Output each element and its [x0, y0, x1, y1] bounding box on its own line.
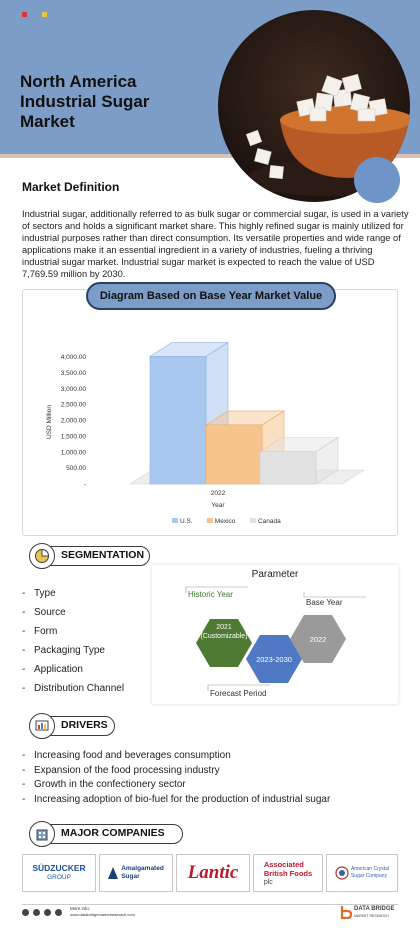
acs-name-1: American Crystal — [350, 866, 390, 872]
list-item: - Type — [22, 584, 152, 603]
legend-swatch — [250, 518, 256, 523]
list-item: - Increasing food and beverages consumption — [22, 749, 402, 764]
list-item: - Application — [22, 660, 152, 679]
historic-year-value-1: 2021 — [216, 624, 232, 631]
more-info-label: More info: — [70, 906, 91, 911]
list-item: - Form — [22, 622, 152, 641]
forecast-value: 2023-2030 — [256, 655, 292, 664]
drivers-title: DRIVERS — [61, 719, 108, 731]
legend-swatch — [207, 518, 213, 523]
chart-x-tick-label: 2022 — [210, 490, 226, 497]
base-year-value: 2022 — [309, 635, 327, 644]
chart-y-tick-label: 3,000.00 — [60, 385, 86, 393]
amalgamated-sugar-logo — [99, 854, 173, 892]
chart-y-tick-label: 2,000.00 — [60, 417, 86, 425]
sudzucker-group: GROUP — [47, 874, 71, 881]
legend-label: Canada — [258, 518, 281, 525]
title-line-3: Market — [20, 112, 75, 131]
footer-more-info — [70, 906, 135, 918]
segmentation-list — [22, 584, 152, 698]
facebook-icon[interactable] — [33, 909, 40, 916]
list-item: - Packaging Type — [22, 641, 152, 660]
legend-swatch — [172, 518, 178, 523]
chart-y-tick-label: - — [83, 481, 86, 488]
american-crystal-sugar-logo — [326, 854, 398, 892]
amalgamated-mark-icon — [108, 867, 118, 879]
chart-y-tick-label: 3,500.00 — [60, 369, 86, 377]
data-bridge-logo-icon — [340, 905, 352, 919]
sudzucker-logo — [22, 854, 96, 892]
abf-name-3: plc — [263, 878, 273, 886]
title-line-2: Industrial Sugar — [20, 92, 150, 111]
parameter-hexagons — [152, 565, 398, 704]
market-definition-text: Industrial sugar, additionally referred to as bulk sugar or commercial sugar, is used in a variety of sectors and holds a significant market share. This highly refined sugar is mainly utilized for industrial purposes rather than direct consumption. Its versatile properties and wide range of applications make it an essential ingredient in a variety of industries, fueling a thriving industrial sugar market. Industrial sugar market is expected to reach the value of USD 7,769.59 million by 2030. — [22, 209, 409, 279]
chart-y-tick-label: 500.00 — [66, 465, 86, 473]
amalgamated-name-2: Sugar — [121, 873, 140, 880]
parameter-diagram — [152, 565, 398, 704]
chart-y-ticks — [61, 354, 87, 488]
list-item: - Expansion of the food processing industry — [22, 764, 402, 779]
brand-tagline: MARKET RESEARCH — [354, 914, 389, 918]
title-line-1: North America — [20, 72, 137, 91]
market-value-chart — [22, 310, 398, 532]
drivers-list — [22, 749, 402, 807]
drivers-heading — [30, 716, 115, 736]
historic-year-value-2: (Customizable) — [200, 633, 248, 640]
youtube-icon[interactable] — [55, 909, 62, 916]
chart-title: Diagram Based on Base Year Market Value — [86, 282, 336, 310]
list-item: - Growth in the confectionery sector — [22, 778, 402, 793]
companies-title: MAJOR COMPANIES — [61, 827, 165, 839]
segmentation-title: SEGMENTATION — [61, 549, 145, 561]
legend-label: U.S. — [180, 518, 193, 525]
list-item: - Increasing adoption of bio-fuel for the production of industrial sugar — [22, 793, 402, 808]
acs-name-2: Sugar Company — [350, 873, 388, 879]
parameter-title: Parameter — [251, 569, 299, 580]
abf-name-1: Associated — [263, 859, 304, 869]
lantic-logo — [176, 854, 250, 892]
decorative-blue-circle — [354, 157, 400, 203]
companies-icon — [29, 821, 55, 847]
sudzucker-name: SÜDZUCKER — [32, 863, 86, 873]
associated-british-foods-logo — [253, 854, 323, 892]
chart-bar-front — [150, 356, 206, 484]
segmentation-heading — [30, 546, 150, 566]
brand-name: DATA BRIDGE — [354, 906, 395, 912]
chart-bar — [260, 438, 338, 484]
chart-y-tick-label: 1,500.00 — [60, 433, 86, 441]
base-year-label: Base Year — [306, 598, 343, 607]
chart-y-tick-label: 1,000.00 — [60, 449, 86, 457]
lantic-name: Lantic — [187, 862, 239, 883]
chart-y-tick-label: 4,000.00 — [60, 354, 86, 361]
chart-bars — [150, 342, 338, 484]
segmentation-icon — [29, 543, 55, 569]
market-definition-title: Market Definition — [22, 180, 120, 194]
page-title — [20, 72, 210, 132]
amalgamated-name-1: Amalgamated — [121, 865, 164, 872]
instagram-icon[interactable] — [22, 909, 29, 916]
chart-y-tick-label: 2,500.00 — [60, 401, 86, 409]
chart-bar-front — [206, 425, 262, 484]
list-item: - Distribution Channel — [22, 679, 152, 698]
historic-year-label: Historic Year — [188, 590, 233, 599]
forecast-period-label: Forecast Period — [210, 689, 267, 698]
abf-name-2: British Foods — [263, 868, 313, 878]
chart-x-axis-label: Year — [211, 502, 225, 509]
legend-label: Mexico — [214, 518, 236, 525]
drivers-icon — [29, 713, 55, 739]
twitter-icon[interactable] — [44, 909, 51, 916]
historic-year-value — [196, 623, 252, 641]
yellow-dot-icon — [42, 12, 47, 17]
data-bridge-brand — [354, 906, 395, 920]
chart-bar-front — [260, 452, 316, 484]
list-item: - Source — [22, 603, 152, 622]
red-dot-icon — [22, 12, 27, 17]
american-crystal-emblem-icon — [335, 866, 349, 880]
website-link[interactable]: www.databridgemarketresearch.com — [70, 912, 135, 917]
chart-y-axis-label: USD Million — [46, 405, 53, 439]
companies-heading — [30, 824, 183, 844]
chart-legend — [172, 518, 281, 525]
